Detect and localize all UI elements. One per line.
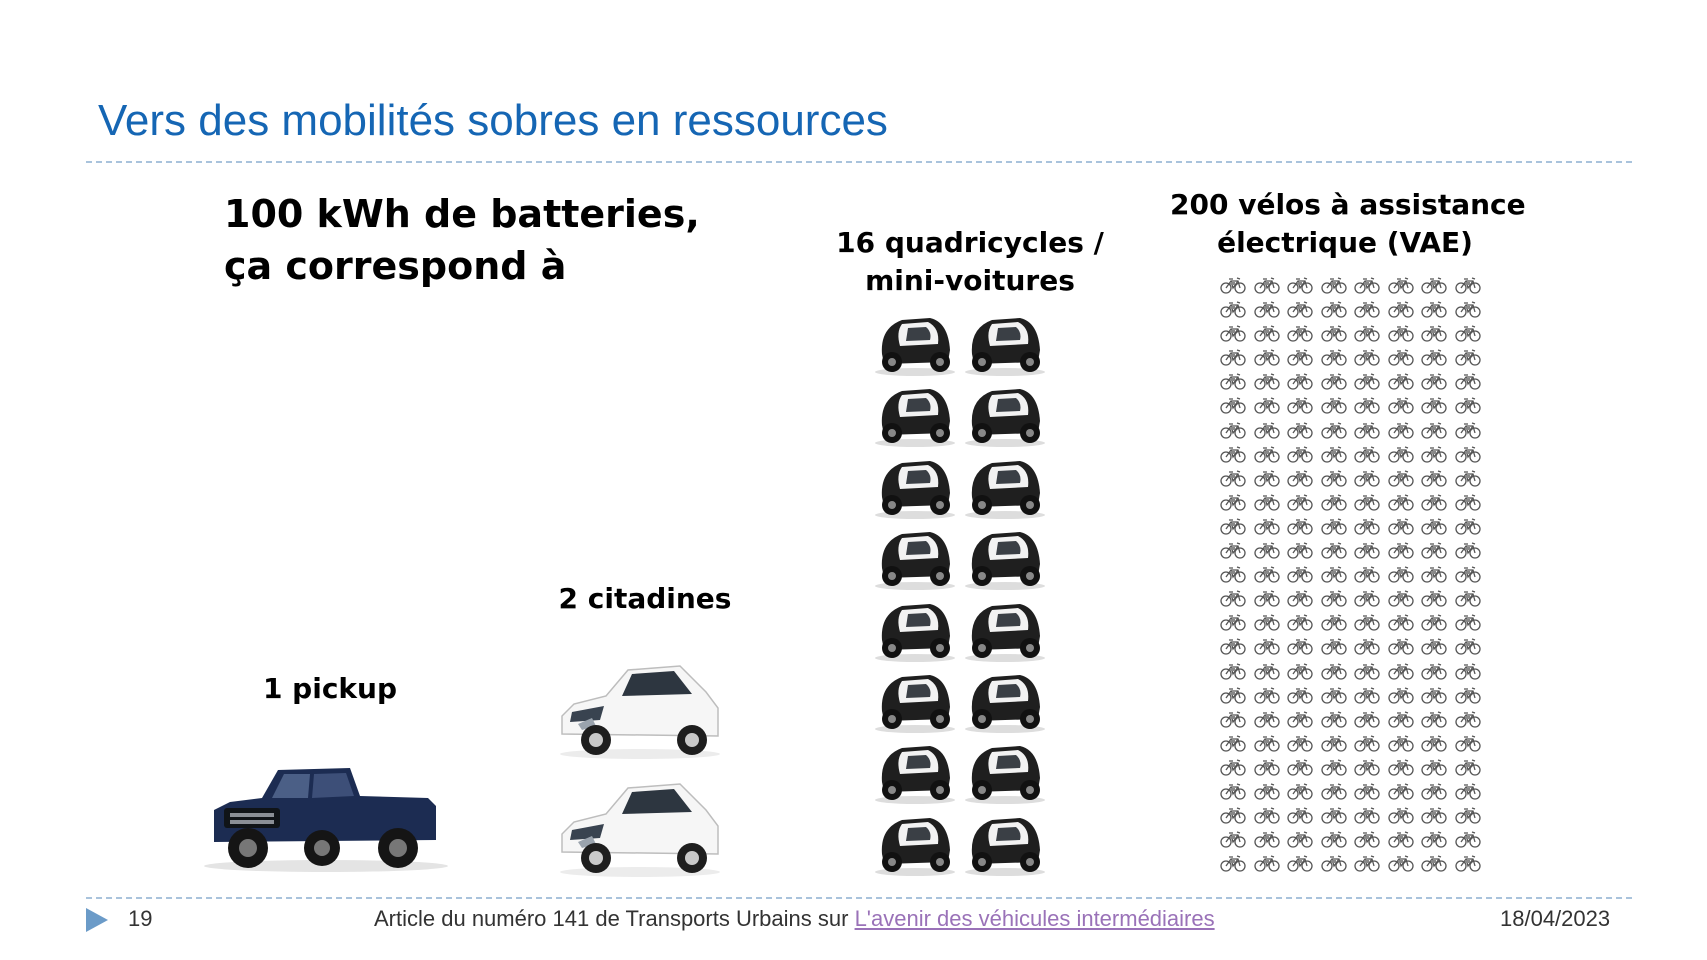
velo-icon bbox=[1354, 348, 1380, 366]
slide-date: 18/04/2023 bbox=[1500, 906, 1611, 931]
quadricycle-image bbox=[962, 524, 1048, 590]
velo-icon bbox=[1421, 493, 1447, 511]
velo-icon bbox=[1455, 686, 1481, 704]
velo-icon bbox=[1455, 782, 1481, 800]
velo-icon bbox=[1354, 565, 1380, 583]
velo-icon bbox=[1455, 421, 1481, 439]
velo-icon bbox=[1388, 734, 1414, 752]
velo-icon bbox=[1388, 324, 1414, 342]
velo-icon bbox=[1220, 662, 1246, 680]
velo-icon bbox=[1287, 613, 1313, 631]
velo-icon bbox=[1254, 758, 1280, 776]
citadines-label: 2 citadines bbox=[558, 582, 732, 615]
velo-icon bbox=[1388, 276, 1414, 294]
velo-icon bbox=[1287, 348, 1313, 366]
velo-icon bbox=[1354, 710, 1380, 728]
velo-icon bbox=[1321, 493, 1347, 511]
velo-icon bbox=[1455, 758, 1481, 776]
velo-icon bbox=[1287, 396, 1313, 414]
velo-icon bbox=[1421, 541, 1447, 559]
velo-icon bbox=[1421, 445, 1447, 463]
velo-icon bbox=[1220, 324, 1246, 342]
velo-icon bbox=[1354, 421, 1380, 439]
vae-label-line-2: électrique (VAE) bbox=[1217, 226, 1473, 259]
velo-icon bbox=[1287, 517, 1313, 535]
velo-icon bbox=[1354, 445, 1380, 463]
velo-icon bbox=[1455, 445, 1481, 463]
velo-icon bbox=[1354, 469, 1380, 487]
velo-icon bbox=[1388, 421, 1414, 439]
quadricycle-image bbox=[872, 310, 958, 376]
velo-icon bbox=[1421, 421, 1447, 439]
slide-number: 19 bbox=[128, 906, 153, 931]
velo-icon bbox=[1421, 348, 1447, 366]
velo-icon bbox=[1254, 372, 1280, 390]
velo-icon bbox=[1388, 372, 1414, 390]
velo-icon bbox=[1455, 348, 1481, 366]
velo-icon bbox=[1321, 517, 1347, 535]
velo-icon bbox=[1287, 806, 1313, 824]
velo-icon bbox=[1220, 517, 1246, 535]
velo-icon bbox=[1455, 565, 1481, 583]
velo-icon bbox=[1455, 517, 1481, 535]
velo-icon bbox=[1220, 854, 1246, 872]
velo-icon bbox=[1455, 324, 1481, 342]
velo-icon bbox=[1354, 830, 1380, 848]
velo-icon bbox=[1287, 662, 1313, 680]
quadricycles-label-line-1: 16 quadricycles / bbox=[836, 226, 1104, 259]
velo-icon bbox=[1354, 324, 1380, 342]
velo-icon bbox=[1287, 276, 1313, 294]
velo-icon bbox=[1421, 662, 1447, 680]
velo-icon bbox=[1287, 300, 1313, 318]
velo-icon bbox=[1388, 710, 1414, 728]
velo-icon bbox=[1421, 686, 1447, 704]
velo-icon bbox=[1455, 396, 1481, 414]
velo-icon bbox=[1388, 830, 1414, 848]
velo-icon bbox=[1421, 710, 1447, 728]
velo-icon bbox=[1254, 734, 1280, 752]
velo-icon bbox=[1388, 613, 1414, 631]
velo-icon bbox=[1354, 517, 1380, 535]
velo-icon bbox=[1254, 589, 1280, 607]
velo-icon bbox=[1455, 806, 1481, 824]
velo-icon bbox=[1421, 517, 1447, 535]
velo-icon bbox=[1354, 806, 1380, 824]
velo-icon bbox=[1455, 541, 1481, 559]
velo-icon bbox=[1254, 806, 1280, 824]
velo-icon bbox=[1421, 469, 1447, 487]
velo-icon bbox=[1388, 758, 1414, 776]
velo-icon bbox=[1321, 445, 1347, 463]
slide-title: Vers des mobilités sobres en ressources bbox=[98, 96, 888, 145]
velo-icon bbox=[1354, 372, 1380, 390]
velo-icon bbox=[1388, 589, 1414, 607]
velo-icon bbox=[1388, 782, 1414, 800]
velo-icon bbox=[1321, 637, 1347, 655]
velo-icon bbox=[1321, 421, 1347, 439]
velo-icon bbox=[1421, 396, 1447, 414]
velo-icon bbox=[1455, 662, 1481, 680]
velo-icon bbox=[1321, 710, 1347, 728]
velo-icon bbox=[1421, 637, 1447, 655]
velo-icon bbox=[1388, 637, 1414, 655]
citadine-car-image bbox=[556, 774, 722, 878]
velo-icon bbox=[1354, 300, 1380, 318]
velo-icon bbox=[1254, 517, 1280, 535]
velo-icon bbox=[1421, 589, 1447, 607]
velo-icon bbox=[1421, 782, 1447, 800]
velo-icon bbox=[1220, 372, 1246, 390]
velo-icon bbox=[1388, 565, 1414, 583]
velo-icon bbox=[1455, 372, 1481, 390]
velo-icon bbox=[1220, 396, 1246, 414]
velo-icon bbox=[1421, 854, 1447, 872]
velo-icon bbox=[1388, 300, 1414, 318]
triangle-bullet-icon bbox=[86, 908, 108, 932]
velo-icon bbox=[1287, 854, 1313, 872]
velo-icon bbox=[1254, 276, 1280, 294]
velo-icon bbox=[1354, 686, 1380, 704]
velo-icon bbox=[1287, 686, 1313, 704]
velo-icon bbox=[1388, 686, 1414, 704]
footer-citation-text: Article du numéro 141 de Transports Urbains sur bbox=[374, 906, 855, 931]
velo-icon bbox=[1287, 445, 1313, 463]
quadricycle-image bbox=[962, 381, 1048, 447]
velo-icon bbox=[1421, 372, 1447, 390]
velo-icon bbox=[1287, 565, 1313, 583]
velo-icon bbox=[1287, 589, 1313, 607]
velo-icon bbox=[1321, 324, 1347, 342]
velo-icon bbox=[1354, 662, 1380, 680]
velo-icon bbox=[1455, 493, 1481, 511]
velo-icon bbox=[1220, 421, 1246, 439]
velo-icon bbox=[1455, 613, 1481, 631]
velo-icon bbox=[1321, 348, 1347, 366]
velo-icon bbox=[1354, 734, 1380, 752]
velo-icon bbox=[1354, 782, 1380, 800]
velo-icon bbox=[1321, 662, 1347, 680]
velo-icon bbox=[1254, 348, 1280, 366]
quadricycle-image bbox=[872, 738, 958, 804]
velo-icon bbox=[1421, 324, 1447, 342]
velo-icon bbox=[1287, 782, 1313, 800]
velo-icon bbox=[1455, 276, 1481, 294]
velo-icon bbox=[1321, 300, 1347, 318]
velo-icon bbox=[1287, 758, 1313, 776]
velo-icon bbox=[1220, 348, 1246, 366]
vae-label-line-1: 200 vélos à assistance bbox=[1170, 188, 1526, 221]
velo-icon bbox=[1455, 469, 1481, 487]
quadricycle-image bbox=[962, 310, 1048, 376]
velo-icon bbox=[1220, 469, 1246, 487]
vae-label bbox=[1170, 186, 1526, 262]
quadricycle-image bbox=[872, 524, 958, 590]
velo-icon bbox=[1254, 565, 1280, 583]
citadine-car-image bbox=[556, 656, 722, 760]
intro-line-2: ça correspond à bbox=[224, 244, 567, 288]
velo-icon bbox=[1254, 324, 1280, 342]
velo-icon bbox=[1287, 710, 1313, 728]
pickup-truck-image bbox=[200, 744, 452, 874]
velo-icon bbox=[1421, 734, 1447, 752]
velo-icon bbox=[1287, 830, 1313, 848]
velo-icon bbox=[1354, 493, 1380, 511]
velo-icon bbox=[1321, 469, 1347, 487]
velo-icon bbox=[1254, 782, 1280, 800]
velo-icon bbox=[1354, 276, 1380, 294]
velo-icon bbox=[1220, 589, 1246, 607]
velo-icon bbox=[1455, 854, 1481, 872]
velo-icon bbox=[1287, 324, 1313, 342]
velo-icon bbox=[1220, 806, 1246, 824]
velo-icon bbox=[1321, 782, 1347, 800]
velo-icon bbox=[1220, 493, 1246, 511]
quadricycle-grid bbox=[872, 310, 1052, 881]
velo-icon bbox=[1254, 469, 1280, 487]
velo-icon bbox=[1220, 637, 1246, 655]
velo-icon bbox=[1220, 613, 1246, 631]
velo-icon bbox=[1455, 710, 1481, 728]
quadricycle-image bbox=[962, 453, 1048, 519]
velo-icon bbox=[1254, 613, 1280, 631]
velo-icon bbox=[1421, 830, 1447, 848]
velo-icon bbox=[1254, 854, 1280, 872]
pickup-label: 1 pickup bbox=[262, 672, 398, 705]
velo-icon bbox=[1220, 276, 1246, 294]
velo-icon bbox=[1421, 613, 1447, 631]
velo-icon bbox=[1421, 565, 1447, 583]
velo-icon bbox=[1321, 372, 1347, 390]
velo-icon bbox=[1455, 734, 1481, 752]
footer-divider bbox=[86, 897, 1632, 899]
intro-line-1: 100 kWh de batteries, bbox=[224, 192, 700, 236]
velo-icon bbox=[1455, 300, 1481, 318]
velo-icon bbox=[1254, 300, 1280, 318]
quadricycle-image bbox=[962, 738, 1048, 804]
velo-icon bbox=[1254, 686, 1280, 704]
velo-icon bbox=[1220, 710, 1246, 728]
velo-icon bbox=[1287, 541, 1313, 559]
velo-icon bbox=[1388, 396, 1414, 414]
velo-icon bbox=[1354, 396, 1380, 414]
velo-icon bbox=[1220, 734, 1246, 752]
quadricycle-image bbox=[962, 596, 1048, 662]
velo-icon bbox=[1254, 493, 1280, 511]
velo-icon bbox=[1354, 541, 1380, 559]
velo-icon bbox=[1287, 637, 1313, 655]
velo-icon bbox=[1321, 565, 1347, 583]
velo-icon bbox=[1388, 445, 1414, 463]
velo-icon bbox=[1321, 758, 1347, 776]
velo-icon bbox=[1421, 276, 1447, 294]
velo-icon bbox=[1354, 589, 1380, 607]
velo-icon bbox=[1388, 541, 1414, 559]
velo-icon bbox=[1388, 493, 1414, 511]
velo-icon bbox=[1321, 686, 1347, 704]
velo-icon bbox=[1220, 300, 1246, 318]
velo-icon bbox=[1220, 830, 1246, 848]
velo-icon bbox=[1455, 830, 1481, 848]
velo-icon bbox=[1287, 469, 1313, 487]
velo-icon bbox=[1321, 613, 1347, 631]
quadricycle-image bbox=[872, 596, 958, 662]
velo-icon bbox=[1287, 734, 1313, 752]
velo-icon bbox=[1388, 469, 1414, 487]
velo-icon bbox=[1321, 830, 1347, 848]
velo-icon bbox=[1287, 372, 1313, 390]
quadricycle-image bbox=[962, 667, 1048, 733]
intro-text bbox=[224, 188, 700, 292]
velo-icon bbox=[1220, 686, 1246, 704]
title-divider bbox=[86, 161, 1632, 163]
quadricycle-image bbox=[872, 381, 958, 447]
velo-icon bbox=[1455, 589, 1481, 607]
velo-icon bbox=[1421, 758, 1447, 776]
velo-icon bbox=[1254, 662, 1280, 680]
velo-icon bbox=[1220, 541, 1246, 559]
velo-icon bbox=[1287, 421, 1313, 439]
quadricycle-image bbox=[962, 810, 1048, 876]
velo-icon bbox=[1388, 348, 1414, 366]
velo-icon bbox=[1321, 589, 1347, 607]
velo-icon bbox=[1220, 565, 1246, 583]
velo-icon bbox=[1388, 854, 1414, 872]
velo-icon bbox=[1287, 493, 1313, 511]
velo-icon bbox=[1254, 445, 1280, 463]
velo-icon bbox=[1321, 276, 1347, 294]
velo-icon bbox=[1421, 300, 1447, 318]
quadricycles-label-line-2: mini-voitures bbox=[865, 264, 1075, 297]
velo-icon bbox=[1321, 806, 1347, 824]
velo-icon bbox=[1254, 421, 1280, 439]
velo-grid bbox=[1220, 276, 1490, 878]
velo-icon bbox=[1254, 396, 1280, 414]
velo-icon bbox=[1354, 854, 1380, 872]
velo-icon bbox=[1388, 517, 1414, 535]
velo-icon bbox=[1388, 662, 1414, 680]
velo-icon bbox=[1321, 734, 1347, 752]
velo-icon bbox=[1220, 758, 1246, 776]
quadricycle-image bbox=[872, 453, 958, 519]
velo-icon bbox=[1421, 806, 1447, 824]
velo-icon bbox=[1254, 710, 1280, 728]
velo-icon bbox=[1321, 541, 1347, 559]
quadricycles-label bbox=[820, 224, 1120, 300]
velo-icon bbox=[1220, 445, 1246, 463]
velo-icon bbox=[1254, 637, 1280, 655]
quadricycle-image bbox=[872, 667, 958, 733]
quadricycle-image bbox=[872, 810, 958, 876]
velo-icon bbox=[1388, 806, 1414, 824]
velo-icon bbox=[1354, 637, 1380, 655]
velo-icon bbox=[1455, 637, 1481, 655]
article-link[interactable]: L'avenir des véhicules intermédiaires bbox=[854, 906, 1215, 931]
velo-icon bbox=[1220, 782, 1246, 800]
velo-icon bbox=[1321, 854, 1347, 872]
velo-icon bbox=[1354, 613, 1380, 631]
footer-citation bbox=[374, 906, 1215, 932]
velo-icon bbox=[1254, 541, 1280, 559]
velo-icon bbox=[1321, 396, 1347, 414]
velo-icon bbox=[1254, 830, 1280, 848]
velo-icon bbox=[1354, 758, 1380, 776]
